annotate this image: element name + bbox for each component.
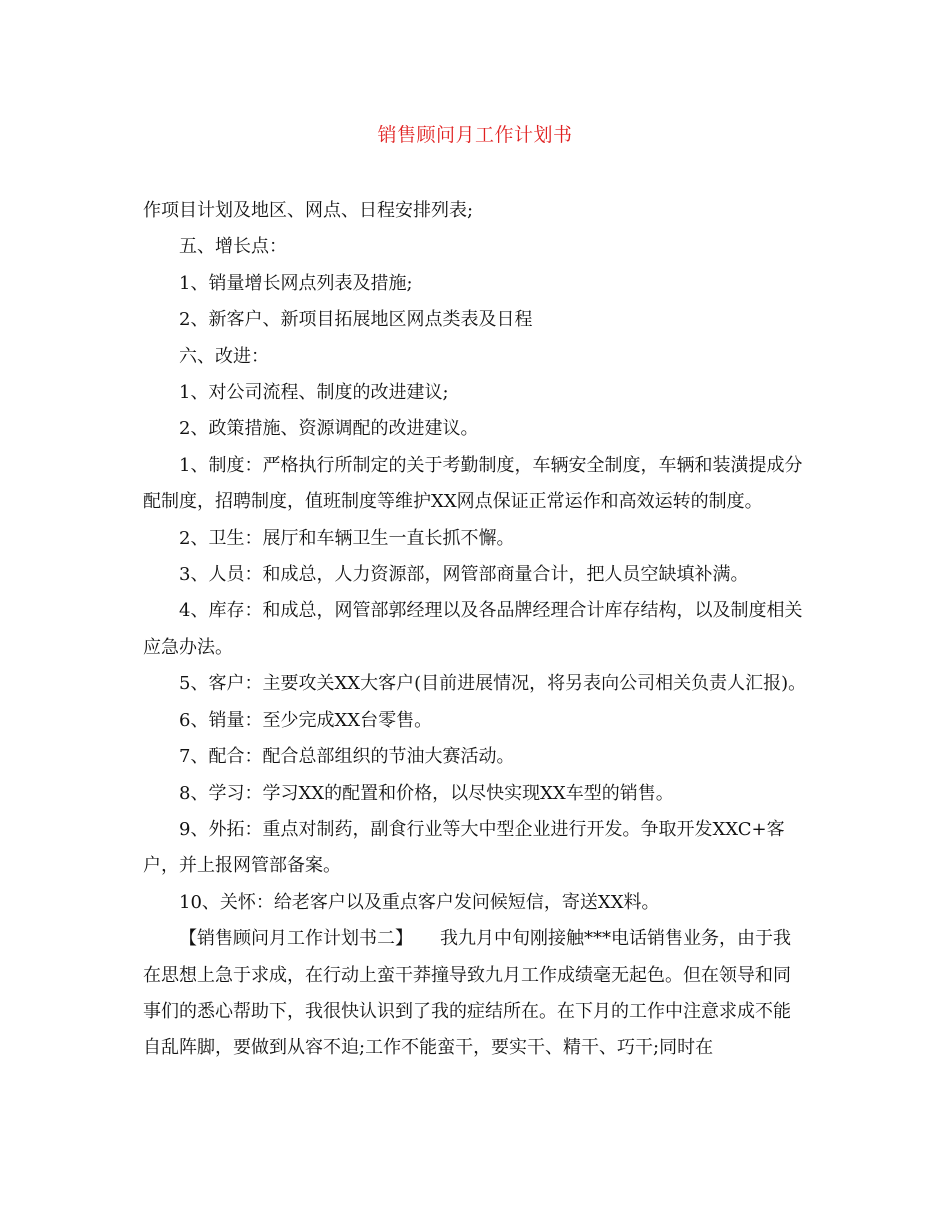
paragraph: 8、学习：学习XX的配置和价格，以尽快实现XX车型的销售。 bbox=[179, 782, 674, 804]
paragraph: 7、配合：配合总部组织的节油大赛活动。 bbox=[179, 746, 515, 768]
paragraph: 10、关怀：给老客户以及重点客户发问候短信，寄送XX料。 bbox=[179, 891, 660, 913]
paragraph: 1、对公司流程、制度的改进建议; bbox=[179, 382, 449, 404]
document-body bbox=[143, 193, 808, 1067]
paragraph: 【销售顾问月工作计划书二】 我九月中旬刚接触***电话销售业务，由于我在思想上急于求成，在行动上蛮干莽撞导致九月工作成绩毫无起色。但在领导和同事们的悉心帮助下，我很快认识到了我的症结所在。在下月的工作中注意求成不能自乱阵脚，要做到从容不迫;工作不能蛮干，要实干、精干、巧干;同时在 bbox=[143, 928, 791, 1059]
paragraph: 6、销量：至少完成XX台零售。 bbox=[179, 709, 433, 731]
paragraph: 4、库存：和成总，网管部郭经理以及各品牌经理合计库存结构，以及制度相关应急办法。 bbox=[143, 600, 803, 658]
paragraph: 作项目计划及地区、网点、日程安排列表; bbox=[143, 200, 474, 221]
paragraph: 1、制度：严格执行所制定的关于考勤制度，车辆安全制度，车辆和装潢提成分配制度，招聘制度，值班制度等维护XX网点保证正常运作和高效运转的制度。 bbox=[143, 454, 803, 513]
section-heading: 六、改进： bbox=[179, 345, 269, 367]
paragraph: 9、外拓：重点对制药，副食行业等大中型企业进行开发。争取开发XXC+客户，并上报网管部备案。 bbox=[143, 818, 785, 877]
paragraph: 3、人员：和成总，人力资源部，网管部商量合计，把人员空缺填补满。 bbox=[179, 564, 749, 586]
paragraph: 2、卫生：展厅和车辆卫生一直长抓不懈。 bbox=[179, 527, 515, 549]
paragraph: 5、客户：主要攻关XX大客户(目前进展情况，将另表向公司相关负责人汇报)。 bbox=[179, 673, 807, 695]
document-title: 销售顾问月工作计划书 bbox=[377, 124, 573, 146]
paragraph: 1、销量增长网点列表及措施; bbox=[179, 272, 413, 294]
section-heading: 五、增长点： bbox=[179, 236, 287, 258]
paragraph: 2、政策措施、资源调配的改进建议。 bbox=[179, 418, 479, 440]
paragraph: 2、新客户、新项目拓展地区网点类表及日程 bbox=[179, 309, 533, 331]
